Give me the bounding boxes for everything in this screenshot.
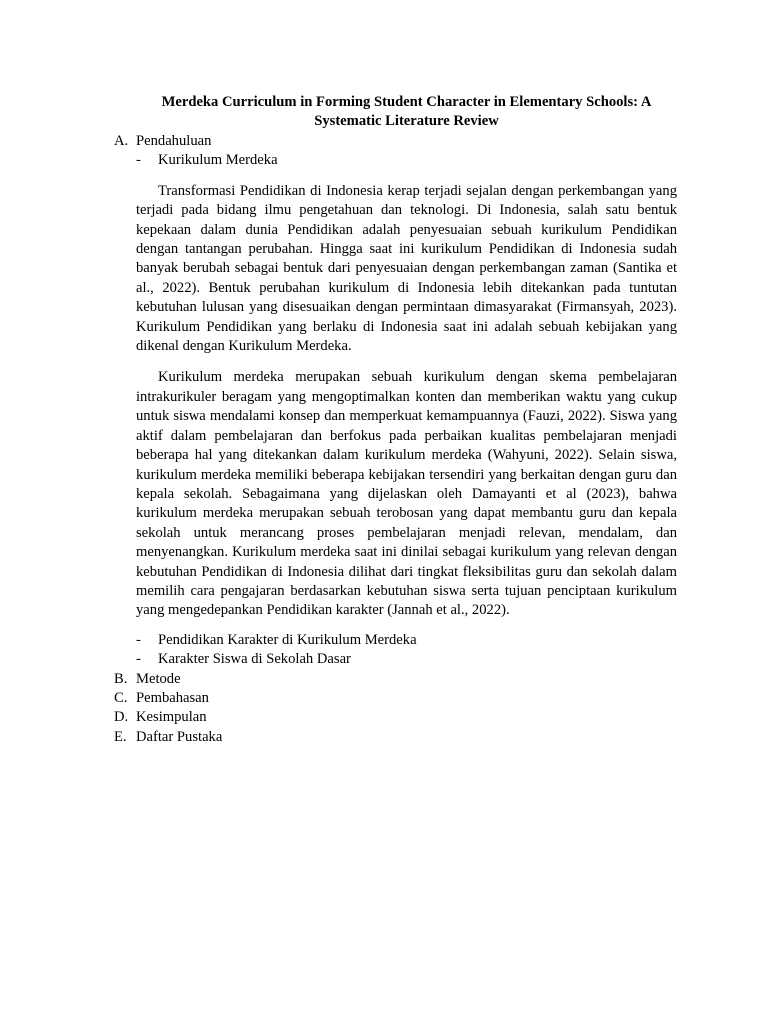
subsection-label: Kurikulum Merdeka [158,152,278,169]
section-e [114,728,677,747]
section-letter: A. [114,133,129,149]
section-b [114,670,677,689]
list-dash: - [136,152,141,169]
subsection-pendidikan-karakter [136,631,677,650]
list-dash: - [136,631,141,648]
section-label: Daftar Pustaka [136,728,223,745]
section-letter: D. [114,709,129,726]
subsection-label: Pendidikan Karakter di Kurikulum Merdeka [158,631,417,648]
body-paragraph-2: Kurikulum merdeka merupakan sebuah kurikulum dengan skema pembelajaran intrakurikuler beragam yang mengoptimalkan konten dan memberikan waktu yang cukup untuk siswa mendalami konsep dan memperkuat kemampuannya (Fauzi, 2022). Siswa yang aktif dalam pembelajaran dan berfokus pada perbaikan kualitas pembelajaran menjadi beberapa hal yang ditekankan dalam kurikulum merdeka (Wahyuni, 2022). Selain siswa, kurikulum merdeka memiliki beberapa kebijakan tersendiri yang berkaitan dengan guru dan kepala sekolah. Sebagaimana yang dijelaskan oleh Damayanti et al (2023), bahwa kurikulum merdeka merupakan sebuah terobosan yang dapat membantu guru dan kepala sekolah untuk merancang proses pembelajaran menjadi relevan, mendalam, dan menyenangkan. Kurikulum merdeka saat ini dinilai sebagai kurikulum yang relevan dengan kebutuhan Pendidikan di Indonesia dilihat dari tingkat fleksibilitas guru dan sekolah dalam memilih cara pengajaran berdasarkan kebutuhan siswa serta tujuan penciptaan kurikulum yang mengedepankan Pendidikan karakter (Jannah et al., 2022). [136,369,677,619]
section-letter: E. [114,728,127,745]
body-paragraph-1: Transformasi Pendidikan di Indonesia kerap terjadi sejalan dengan perkembangan yang terjadi pada bidang ilmu pengetahuan dan teknologi. Di Indonesia, salah satu bentuk kepekaan dalam dunia Pendidikan adalah penyesuaian sebuah kurikulum Pendidikan dengan tantangan perubahan. Hingga saat ini kurikulum Pendidikan di Indonesia sudah banyak berubah sebagai bentuk dari penyesuaian dengan perkembangan zaman (Santika et al., 2022). Bentuk perubahan kurikulum di Indonesia lebih ditekankan pada tuntutan kebutuhan lulusan yang disesuaikan dengan permintaan dimasyarakat (Firmansyah, 2023). Kurikulum Pendidikan yang berlaku di Indonesia saat ini adalah sebuah kebijakan yang dikenal dengan Kurikulum Merdeka. [136,182,677,355]
section-label: Kesimpulan [136,709,207,726]
section-label: Metode [136,670,181,687]
list-dash: - [136,651,141,668]
subsection-karakter-siswa [136,650,677,669]
subsection-kurikulum-merdeka [136,151,677,170]
section-letter: B. [114,670,128,687]
section-label: Pendahuluan [136,133,212,149]
subsection-label: Karakter Siswa di Sekolah Dasar [158,651,351,668]
section-a [114,132,677,151]
document-title: Merdeka Curriculum in Forming Student Character in Elementary Schools: A Systematic Literature Review [161,94,652,129]
document-page [114,93,677,747]
section-letter: C. [114,689,128,706]
section-c [114,689,677,708]
section-label: Pembahasan [136,689,209,706]
section-d [114,708,677,727]
